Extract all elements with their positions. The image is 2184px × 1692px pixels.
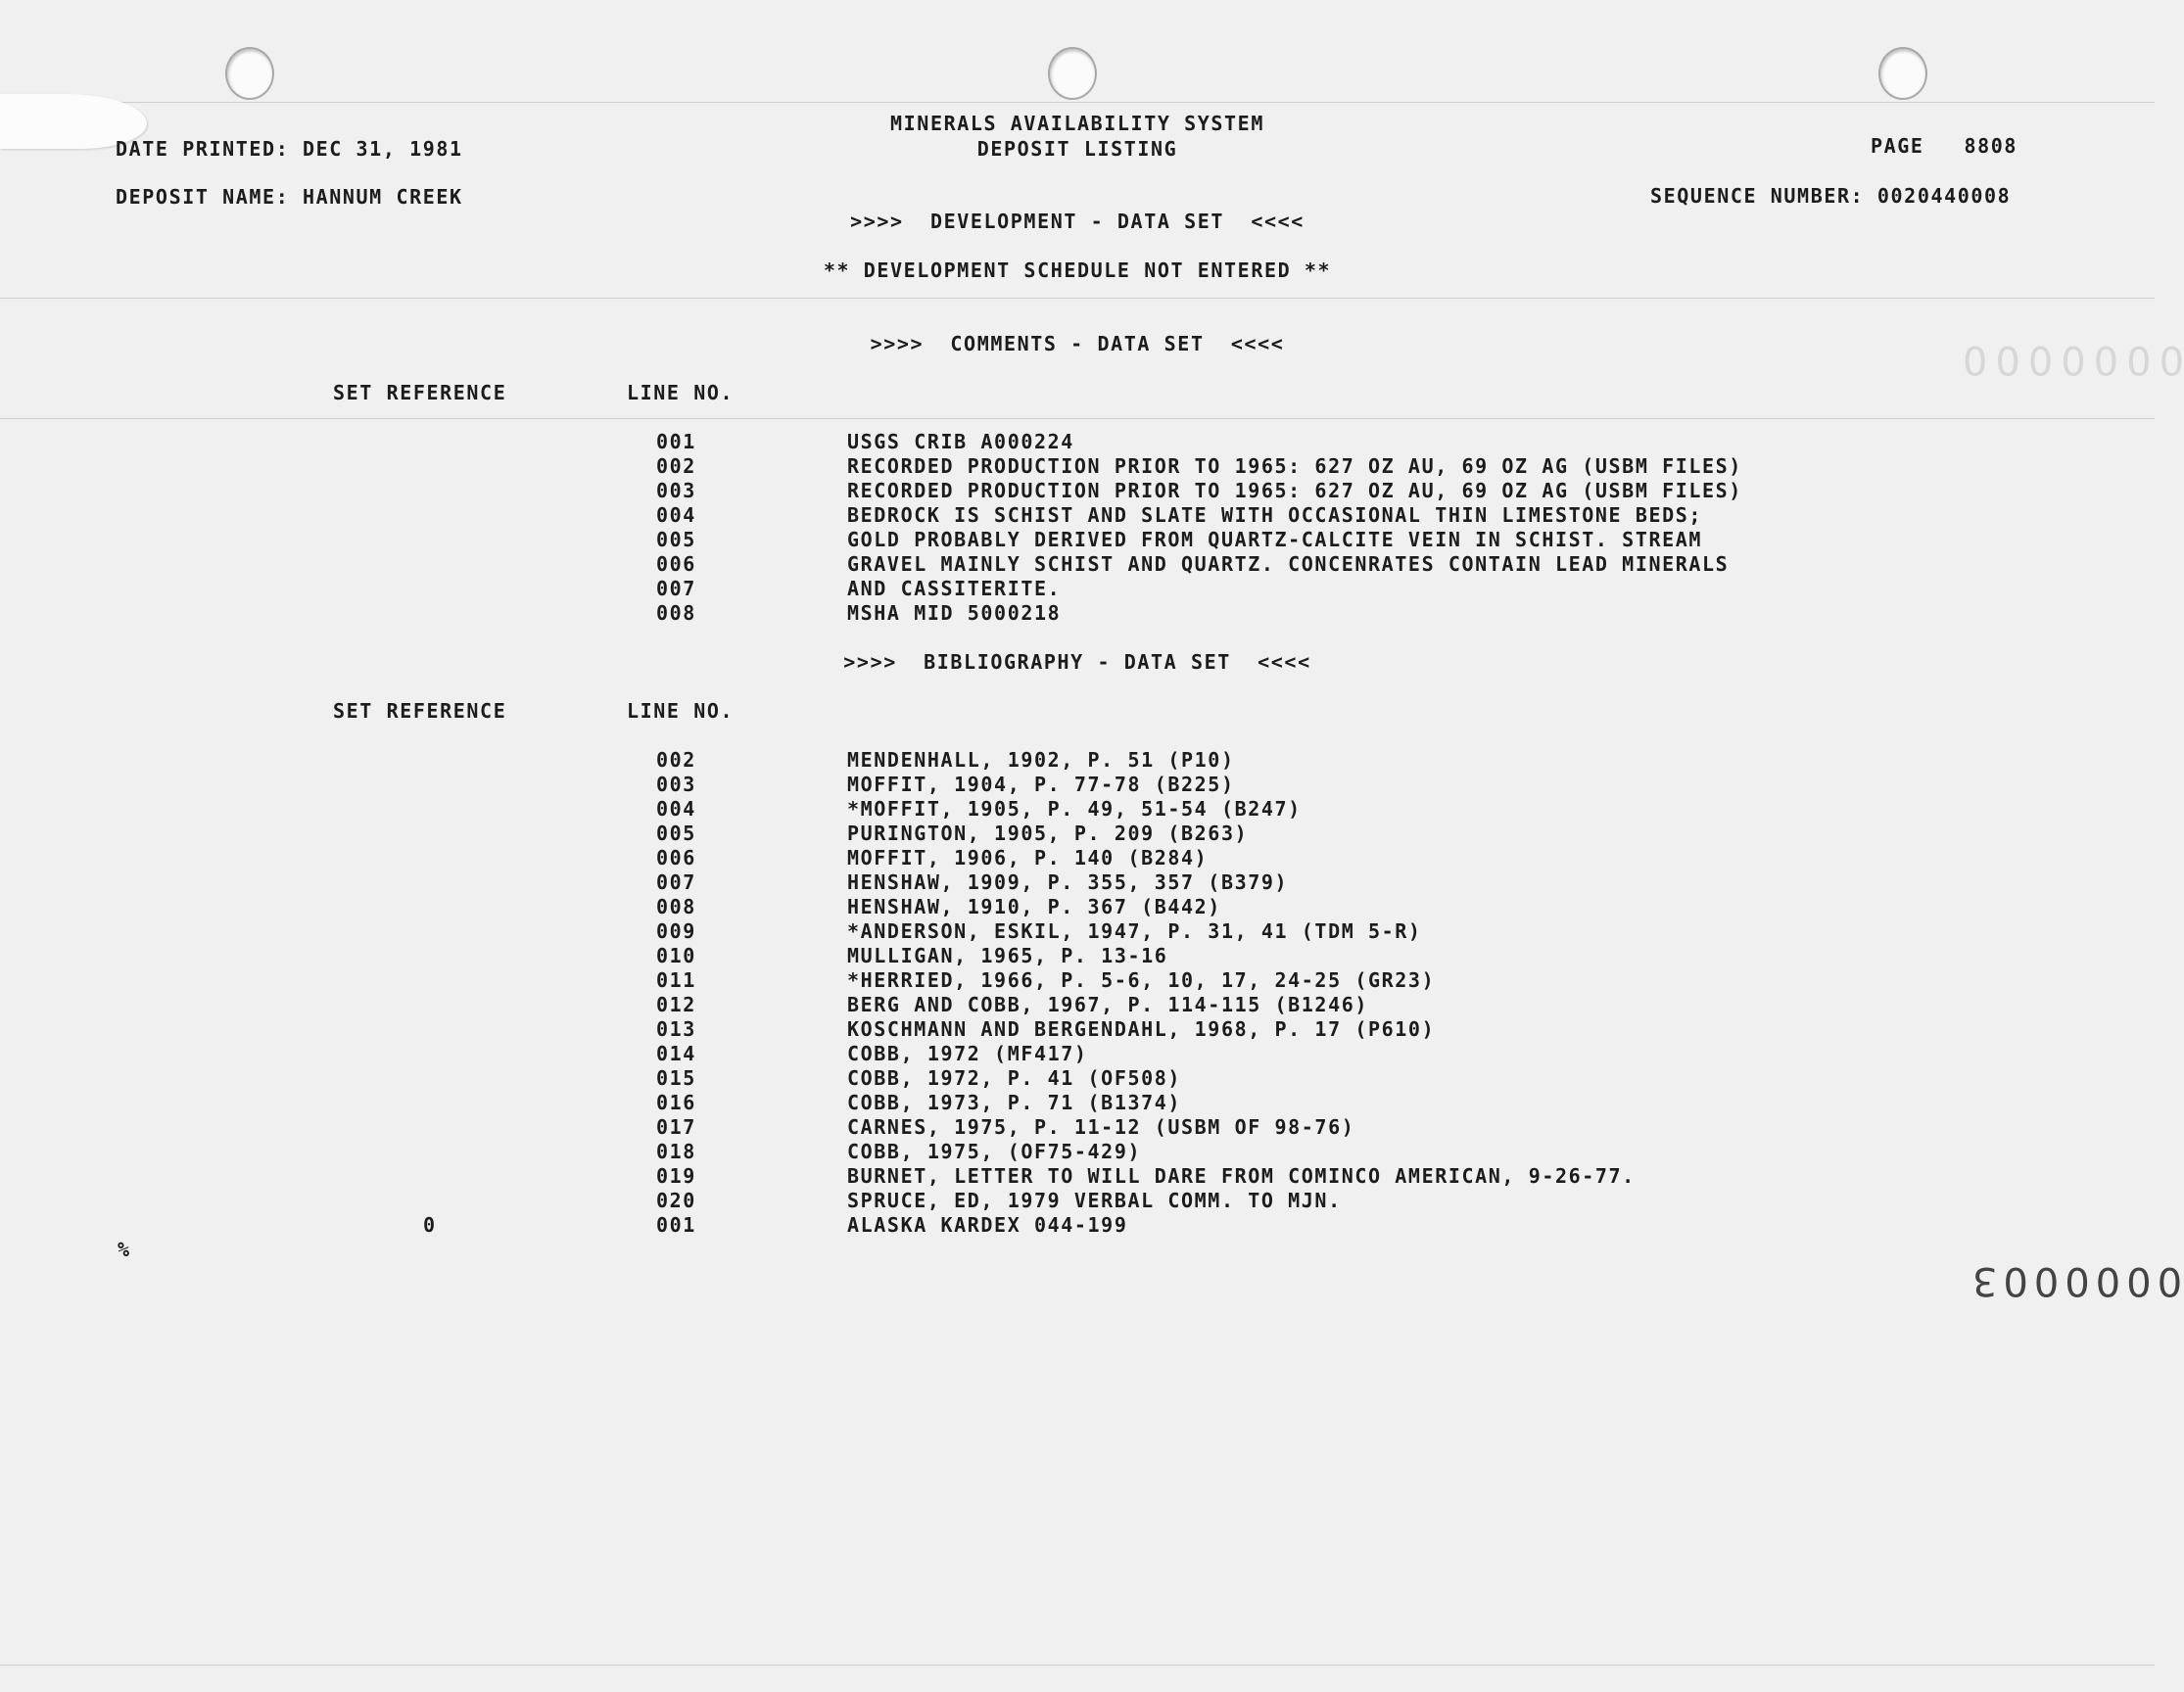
line-number: 001 bbox=[656, 430, 696, 453]
list-item bbox=[0, 577, 2155, 601]
line-number: 012 bbox=[656, 993, 696, 1016]
line-number: 004 bbox=[656, 503, 696, 527]
comments-title: >>>> COMMENTS - DATA SET <<<< bbox=[870, 332, 1285, 355]
list-item bbox=[0, 1213, 2155, 1238]
citation-text: BERG AND COBB, 1967, P. 114-115 (B1246) bbox=[847, 993, 1368, 1016]
footer-mark: % bbox=[118, 1238, 131, 1261]
sequence-number: SEQUENCE NUMBER: 0020440008 bbox=[1650, 184, 2012, 208]
faint-page-stamp: 0000000 bbox=[1954, 337, 2184, 383]
list-item bbox=[0, 454, 2155, 479]
list-item bbox=[0, 797, 2155, 822]
list-item bbox=[0, 1042, 2155, 1066]
line-number: 006 bbox=[656, 552, 696, 576]
list-item bbox=[0, 479, 2155, 503]
line-number: 010 bbox=[656, 944, 696, 967]
list-item bbox=[0, 968, 2155, 993]
list-item bbox=[0, 748, 2155, 773]
line-number: 014 bbox=[656, 1042, 696, 1065]
line-number: 011 bbox=[656, 968, 696, 992]
citation-text: SPRUCE, ED, 1979 VERBAL COMM. TO MJN. bbox=[847, 1189, 1342, 1212]
listing-title: DEPOSIT LISTING bbox=[976, 137, 1178, 161]
comments-col-line-no: LINE NO. bbox=[627, 381, 735, 404]
fold-line bbox=[0, 418, 2155, 419]
citation-text: MULLIGAN, 1965, P. 13-16 bbox=[847, 944, 1168, 967]
list-item bbox=[0, 552, 2155, 577]
fold-line bbox=[0, 102, 2155, 103]
citation-text: MOFFIT, 1904, P. 77-78 (B225) bbox=[847, 773, 1235, 796]
citation-text: COBB, 1972, P. 41 (OF508) bbox=[847, 1066, 1182, 1090]
list-item bbox=[0, 944, 2155, 968]
list-item bbox=[0, 895, 2155, 919]
line-number: 005 bbox=[656, 528, 696, 551]
list-item bbox=[0, 1189, 2155, 1213]
line-number: 016 bbox=[656, 1091, 696, 1114]
citation-text: MENDENHALL, 1902, P. 51 (P10) bbox=[847, 748, 1235, 772]
list-item bbox=[0, 1091, 2155, 1115]
development-title: >>>> DEVELOPMENT - DATA SET <<<< bbox=[850, 210, 1305, 233]
citation-text: PURINGTON, 1905, P. 209 (B263) bbox=[847, 822, 1249, 845]
bibliography-col-line-no: LINE NO. bbox=[627, 699, 735, 723]
line-number: 003 bbox=[656, 773, 696, 796]
fold-line bbox=[0, 298, 2155, 299]
bibliography-title: >>>> BIBLIOGRAPHY - DATA SET <<<< bbox=[843, 650, 1311, 674]
citation-text: HENSHAW, 1910, P. 367 (B442) bbox=[847, 895, 1221, 918]
citation-text: KOSCHMANN AND BERGENDAHL, 1968, P. 17 (P610) bbox=[847, 1017, 1436, 1041]
line-number: 018 bbox=[656, 1140, 696, 1163]
set-reference: 0 bbox=[423, 1213, 436, 1237]
list-item bbox=[0, 773, 2155, 797]
list-item bbox=[0, 430, 2155, 454]
citation-text: *MOFFIT, 1905, P. 49, 51-54 (B247) bbox=[847, 797, 1302, 821]
punch-hole bbox=[1878, 47, 1927, 100]
list-item bbox=[0, 528, 2155, 552]
line-number: 001 bbox=[656, 1213, 696, 1237]
citation-text: MOFFIT, 1906, P. 140 (B284) bbox=[847, 846, 1209, 870]
date-printed: DATE PRINTED: DEC 31, 1981 bbox=[116, 137, 463, 161]
line-number: 013 bbox=[656, 1017, 696, 1041]
line-number: 005 bbox=[656, 822, 696, 845]
citation-text: HENSHAW, 1909, P. 355, 357 (B379) bbox=[847, 870, 1289, 894]
line-number: 003 bbox=[656, 479, 696, 502]
line-number: 019 bbox=[656, 1164, 696, 1188]
list-item bbox=[0, 1164, 2155, 1189]
comments-list bbox=[0, 430, 2155, 626]
comment-text: GRAVEL MAINLY SCHIST AND QUARTZ. CONCENRATES CONTAIN LEAD MINERALS bbox=[847, 552, 1730, 576]
comment-text: RECORDED PRODUCTION PRIOR TO 1965: 627 OZ AU, 69 OZ AG (USBM FILES) bbox=[847, 479, 1742, 502]
comment-text: USGS CRIB A000224 bbox=[847, 430, 1074, 453]
citation-text: *HERRIED, 1966, P. 5-6, 10, 17, 24-25 (GR23) bbox=[847, 968, 1436, 992]
list-item bbox=[0, 601, 2155, 626]
bibliography-list bbox=[0, 748, 2155, 1238]
line-number: 006 bbox=[656, 846, 696, 870]
punch-hole bbox=[1048, 47, 1097, 100]
line-number: 020 bbox=[656, 1189, 696, 1212]
line-number: 017 bbox=[656, 1115, 696, 1139]
list-item bbox=[0, 822, 2155, 846]
citation-text: *ANDERSON, ESKIL, 1947, P. 31, 41 (TDM 5-R) bbox=[847, 919, 1422, 943]
citation-text: COBB, 1972 (MF417) bbox=[847, 1042, 1088, 1065]
list-item bbox=[0, 1017, 2155, 1042]
line-number: 008 bbox=[656, 895, 696, 918]
comment-text: BEDROCK IS SCHIST AND SLATE WITH OCCASIONAL THIN LIMESTONE BEDS; bbox=[847, 503, 1703, 527]
line-number: 015 bbox=[656, 1066, 696, 1090]
page-number: PAGE 8808 bbox=[1871, 134, 2018, 158]
citation-text: CARNES, 1975, P. 11-12 (USBM OF 98-76) bbox=[847, 1115, 1355, 1139]
list-item bbox=[0, 1066, 2155, 1091]
page-stamp: 0000003 bbox=[1966, 1258, 2183, 1304]
comments-col-set-reference: SET REFERENCE bbox=[333, 381, 507, 404]
line-number: 007 bbox=[656, 870, 696, 894]
list-item bbox=[0, 870, 2155, 895]
list-item bbox=[0, 1140, 2155, 1164]
punch-hole bbox=[225, 47, 274, 100]
fold-line bbox=[0, 1665, 2155, 1666]
line-number: 009 bbox=[656, 919, 696, 943]
deposit-name: DEPOSIT NAME: HANNUM CREEK bbox=[116, 185, 463, 209]
citation-text: COBB, 1975, (OF75-429) bbox=[847, 1140, 1142, 1163]
line-number: 002 bbox=[656, 748, 696, 772]
bibliography-col-set-reference: SET REFERENCE bbox=[333, 699, 507, 723]
comment-text: RECORDED PRODUCTION PRIOR TO 1965: 627 OZ AU, 69 OZ AG (USBM FILES) bbox=[847, 454, 1742, 478]
list-item bbox=[0, 919, 2155, 944]
comment-text: AND CASSITERITE. bbox=[847, 577, 1062, 600]
citation-text: BURNET, LETTER TO WILL DARE FROM COMINCO AMERICAN, 9-26-77. bbox=[847, 1164, 1636, 1188]
list-item bbox=[0, 503, 2155, 528]
line-number: 004 bbox=[656, 797, 696, 821]
citation-text: COBB, 1973, P. 71 (B1374) bbox=[847, 1091, 1182, 1114]
list-item bbox=[0, 993, 2155, 1017]
citation-text: ALASKA KARDEX 044-199 bbox=[847, 1213, 1128, 1237]
comment-text: MSHA MID 5000218 bbox=[847, 601, 1062, 625]
line-number: 008 bbox=[656, 601, 696, 625]
development-note: ** DEVELOPMENT SCHEDULE NOT ENTERED ** bbox=[823, 258, 1332, 282]
comment-text: GOLD PROBABLY DERIVED FROM QUARTZ-CALCITE VEIN IN SCHIST. STREAM bbox=[847, 528, 1703, 551]
system-title: MINERALS AVAILABILITY SYSTEM bbox=[890, 112, 1264, 135]
line-number: 002 bbox=[656, 454, 696, 478]
list-item bbox=[0, 846, 2155, 870]
list-item bbox=[0, 1115, 2155, 1140]
line-number: 007 bbox=[656, 577, 696, 600]
